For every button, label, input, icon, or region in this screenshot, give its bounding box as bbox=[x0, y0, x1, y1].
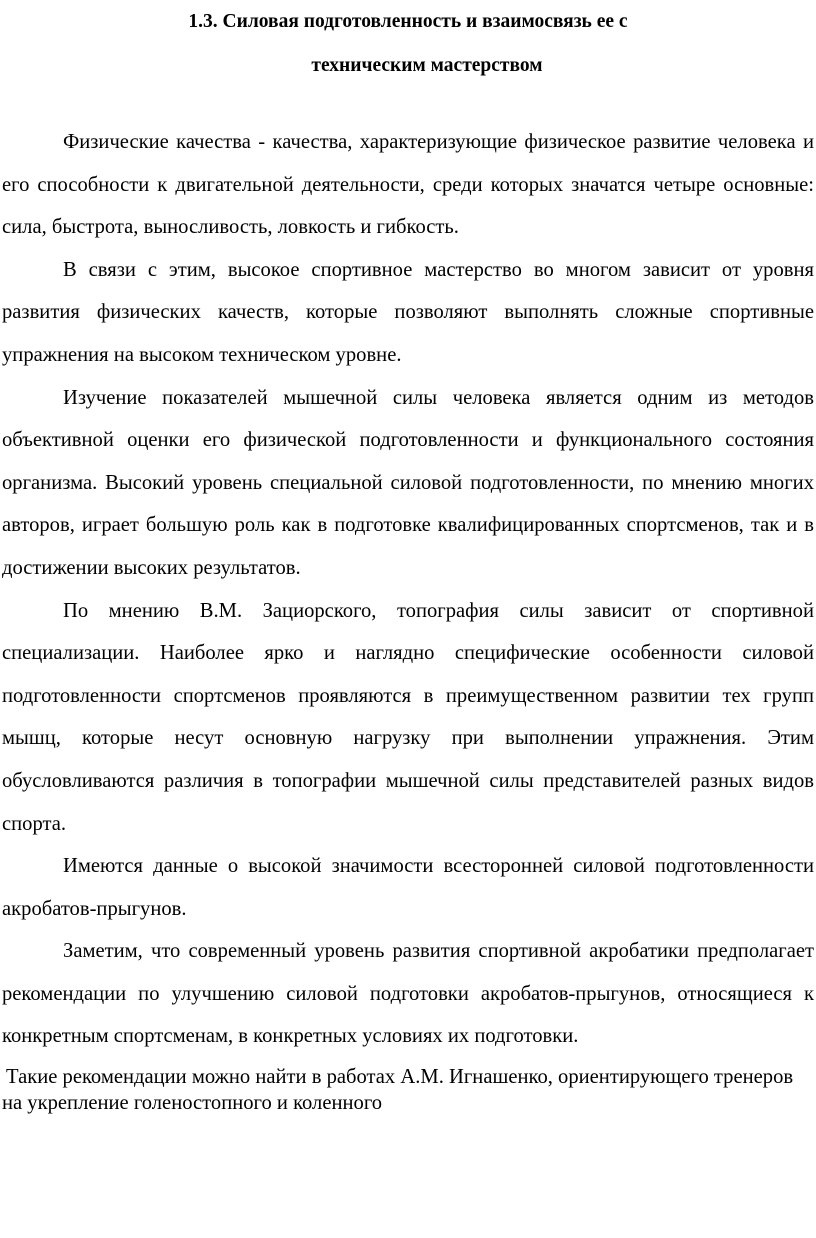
paragraph-5: Имеются данные о высокой значимости всесторонней силовой подготовленности акробатов-прыгунов. bbox=[2, 855, 814, 920]
heading-line-2: техническим мастерством bbox=[311, 55, 543, 76]
paragraph-3: Изучение показателей мышечной силы человека является одним из методов объективной оценки его физической подготовленности и функционального состояния организма. Высокий уровень специальной силовой подготовленности, по мнению многих авторов, играет большую роль как в подготовке квалифицированных спортсменов, так и в достижении высоких результатов. bbox=[2, 386, 814, 579]
paragraph-6: Заметим, что современный уровень развития спортивной акробатики предполагает рекомендации по улучшению силовой подготовки акробатов-прыгунов, относящиеся к конкретным спортсменам, в конкретных условиях их подготовки. bbox=[2, 940, 814, 1048]
paragraph-7: Такие рекомендации можно найти в работах А.М. Игнашенко, ориентирующего тренеров на укрепление голеностопного и коленного bbox=[2, 1066, 794, 1115]
section-heading bbox=[2, 0, 814, 88]
heading-line-1: 1.3. Силовая подготовленность и взаимосвязь ее с bbox=[188, 11, 628, 32]
paragraph-1: Физические качества - качества, характеризующие физическое развитие человека и его способности к двигательной деятельности, среди которых значатся четыре основные: сила, быстрота, выносливость, ловкость и гибкость. bbox=[2, 131, 814, 239]
heading-spacer bbox=[2, 88, 814, 121]
paragraph-4: По мнению В.М. Зациорского, топография силы зависит от спортивной специализации. Наиболее ярко и наглядно специфические особенности силовой подготовленности спортсменов проявляются в преимущественном развитии тех групп мышц, которые несут основную нагрузку при выполнении упражнения. Этим обусловливаются различия в топографии мышечной силы представителей разных видов спорта. bbox=[2, 599, 814, 835]
paragraph-2: В связи с этим, высокое спортивное мастерство во многом зависит от уровня развития физических качеств, которые позволяют выполнять сложные спортивные упражнения на высоком техническом уровне. bbox=[2, 258, 814, 366]
